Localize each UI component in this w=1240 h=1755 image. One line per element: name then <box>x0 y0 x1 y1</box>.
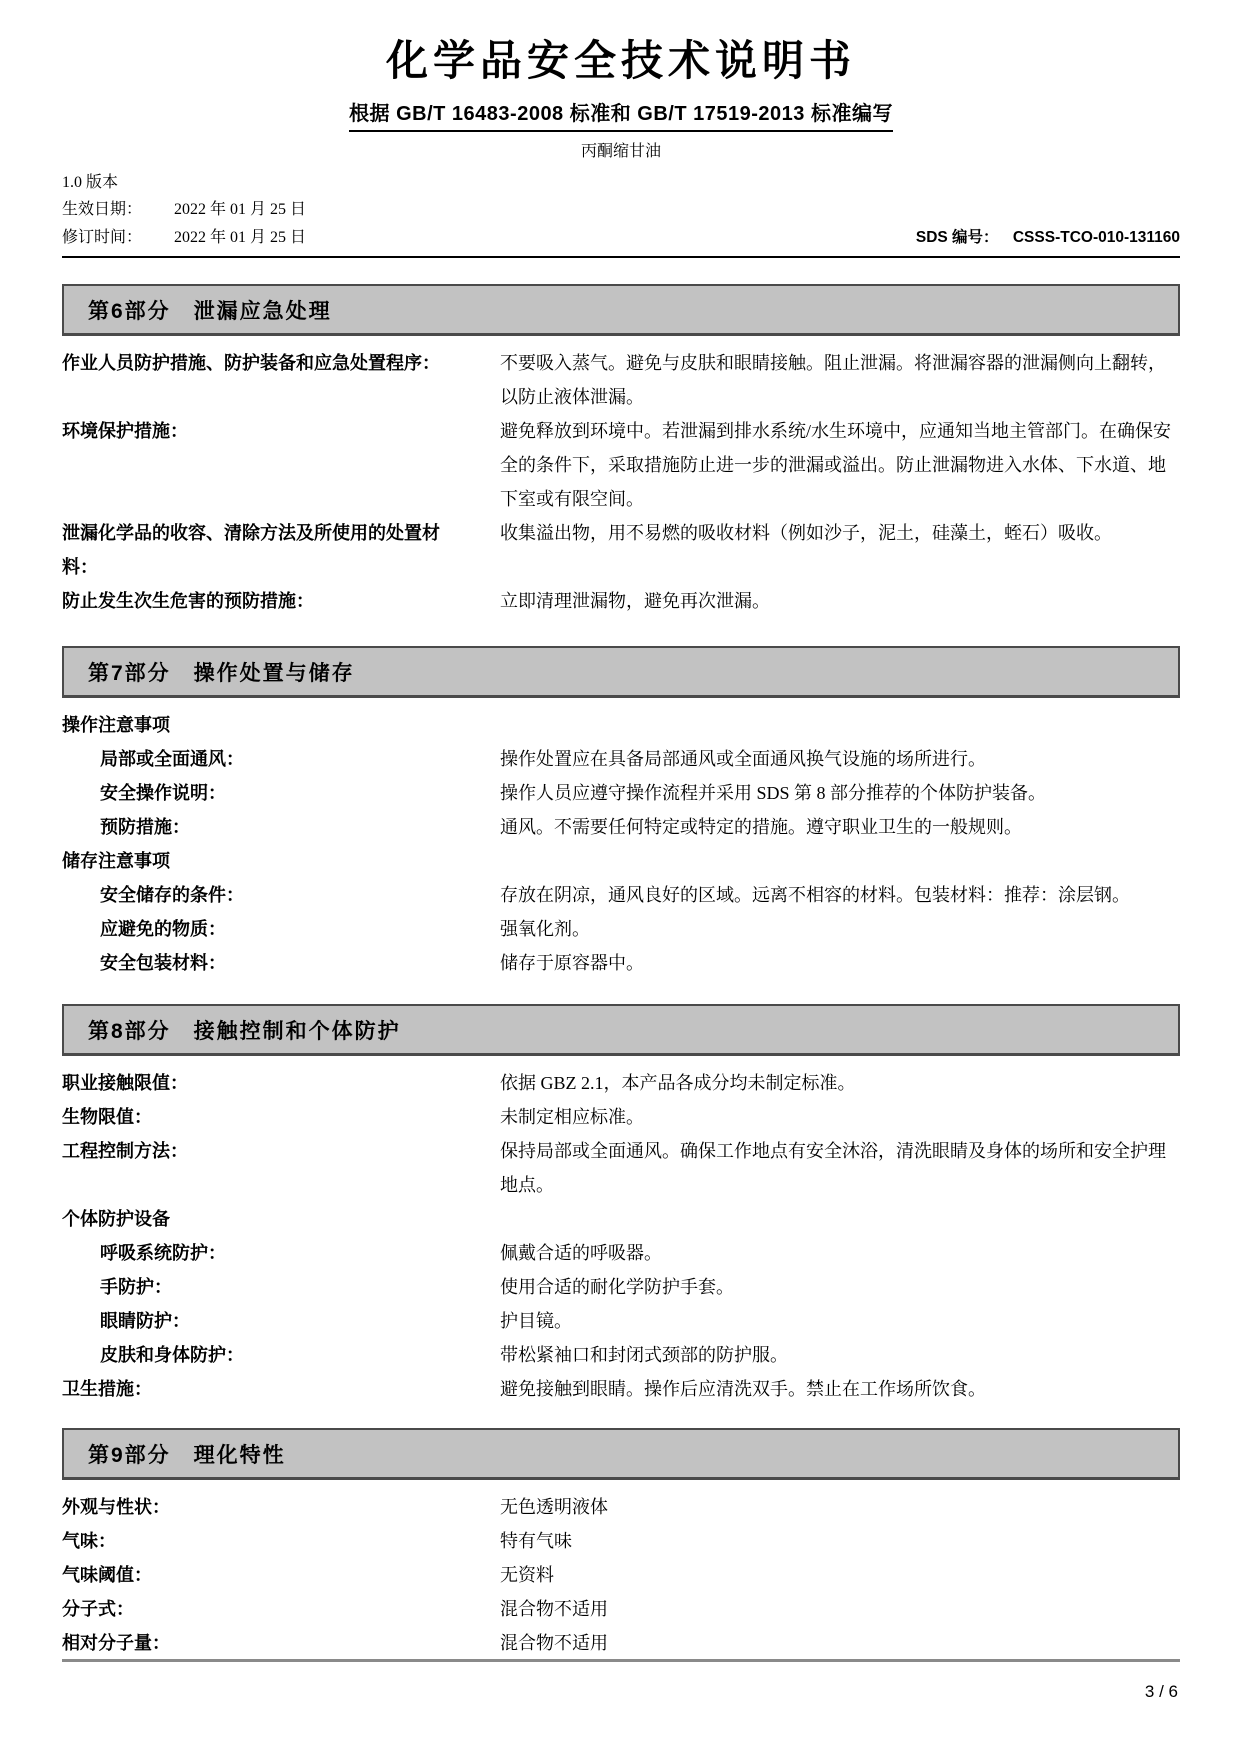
field-label: 局部或全面通风： <box>100 749 244 769</box>
field-value: 操作人员应遵守操作流程并采用 SDS 第 8 部分推荐的个体防护装备。 <box>500 783 1047 803</box>
field-row <box>62 1270 1180 1304</box>
group-heading: 操作注意事项 <box>62 715 170 735</box>
field-row <box>62 1626 1180 1660</box>
group-heading: 个体防护设备 <box>62 1209 170 1229</box>
field-value: 无色透明液体 <box>500 1497 608 1517</box>
field-row <box>62 776 1180 810</box>
field-row <box>62 1558 1180 1592</box>
field-row <box>62 1304 1180 1338</box>
field-value: 带松紧袖口和封闭式颈部的防护服。 <box>500 1345 788 1365</box>
section-6-rows <box>62 336 1180 618</box>
field-row <box>62 1134 1180 1202</box>
section-8-heading-bar: 第8部分 接触控制和个体防护 <box>62 1004 1180 1056</box>
version-label: 1.0 版本 <box>62 174 119 191</box>
field-row <box>62 742 1180 776</box>
field-value: 护目镜。 <box>500 1311 572 1331</box>
field-value: 无资料 <box>500 1565 554 1585</box>
sds-number-value: CSSS-TCO-010-131160 <box>1012 229 1180 246</box>
field-value: 不要吸入蒸气。避免与皮肤和眼睛接触。阻止泄漏。将泄漏容器的泄漏侧向上翻转，以防止液体泄漏。 <box>500 353 1166 407</box>
section-9-heading-bar: 第9部分 理化特性 <box>62 1428 1180 1480</box>
revision-date-value: 2022 年 01 月 25 日 <box>174 229 307 246</box>
field-row <box>62 1100 1180 1134</box>
section-8-exposure-control <box>62 1004 1180 1406</box>
field-label: 工程控制方法： <box>62 1141 188 1161</box>
field-label: 卫生措施： <box>62 1379 152 1399</box>
field-row <box>62 1066 1180 1100</box>
field-value: 未制定相应标准。 <box>500 1107 644 1127</box>
footer-divider <box>62 1659 1180 1662</box>
field-value: 收集溢出物，用不易燃的吸收材料（例如沙子，泥土，硅藻土，蛭石）吸收。 <box>500 523 1112 543</box>
group-heading: 储存注意事项 <box>62 851 170 871</box>
section-8-rows <box>62 1056 1180 1406</box>
section-6-leak-emergency <box>62 284 1180 618</box>
field-label: 安全包装材料： <box>100 953 226 973</box>
field-value: 强氧化剂。 <box>500 919 590 939</box>
effective-date-row <box>62 196 1180 224</box>
field-label: 安全储存的条件： <box>100 885 244 905</box>
field-value: 避免接触到眼睛。操作后应清洗双手。禁止在工作场所饮食。 <box>500 1379 986 1399</box>
section-7-rows <box>62 698 1180 980</box>
field-label: 眼睛防护： <box>100 1311 190 1331</box>
product-name: 丙酮缩甘油 <box>580 143 661 160</box>
field-row <box>62 878 1180 912</box>
field-row <box>62 1236 1180 1270</box>
header-divider <box>62 256 1180 258</box>
effective-date-value: 2022 年 01 月 25 日 <box>174 201 307 218</box>
field-value: 混合物不适用 <box>500 1599 608 1619</box>
section-9-rows <box>62 1480 1180 1660</box>
field-label: 应避免的物质： <box>100 919 226 939</box>
field-row <box>62 1338 1180 1372</box>
field-label: 防止发生次生危害的预防措施： <box>62 591 314 611</box>
field-value: 特有气味 <box>500 1531 572 1551</box>
page-number: 3 / 6 <box>1144 1682 1178 1701</box>
field-label: 气味： <box>62 1531 116 1551</box>
sds-number-label: SDS 编号： <box>915 229 999 246</box>
field-value: 保持局部或全面通风。确保工作地点有安全沐浴，清洗眼睛及身体的场所和安全护理地点。 <box>500 1141 1166 1195</box>
field-value: 依据 GBZ 2.1，本产品各成分均未制定标准。 <box>500 1073 856 1093</box>
field-row <box>62 516 1180 584</box>
field-row <box>62 1372 1180 1406</box>
revision-date-row <box>62 224 1180 252</box>
field-label: 职业接触限值： <box>62 1073 188 1093</box>
section-9-physical-chemical <box>62 1428 1180 1660</box>
field-value: 混合物不适用 <box>500 1633 608 1653</box>
field-label: 气味阈值： <box>62 1565 152 1585</box>
field-value: 佩戴合适的呼吸器。 <box>500 1243 662 1263</box>
field-row <box>62 584 1180 618</box>
standards-subtitle-text: 根据 GB/T 16483-2008 标准和 GB/T 17519-2013 标准编写 <box>349 100 893 132</box>
field-row <box>62 346 1180 414</box>
field-value: 操作处置应在具备局部通风或全面通风换气设施的场所进行。 <box>500 749 986 769</box>
field-label: 预防措施： <box>100 817 190 837</box>
field-row <box>62 1490 1180 1524</box>
field-label: 环境保护措施： <box>62 421 188 441</box>
field-label: 安全操作说明： <box>100 783 226 803</box>
field-value: 通风。不需要任何特定或特定的措施。遵守职业卫生的一般规则。 <box>500 817 1022 837</box>
field-label: 皮肤和身体防护： <box>100 1345 244 1365</box>
field-label: 手防护： <box>100 1277 172 1297</box>
sds-number <box>916 224 1180 252</box>
field-value: 避免释放到环境中。若泄漏到排水系统/水生环境中，应通知当地主管部门。在确保安全的条件下，采取措施防止进一步的泄漏或溢出。防止泄漏物进入水体、下水道、地下室或有限空间。 <box>500 421 1171 509</box>
field-label: 呼吸系统防护： <box>100 1243 226 1263</box>
field-row <box>62 1592 1180 1626</box>
field-row <box>62 912 1180 946</box>
field-value: 使用合适的耐化学防护手套。 <box>500 1277 734 1297</box>
field-label: 分子式： <box>62 1599 134 1619</box>
field-label: 泄漏化学品的收容、清除方法及所使用的处置材料： <box>62 523 440 577</box>
revision-date-label: 修订时间： <box>62 229 143 246</box>
section-7-handling-storage <box>62 646 1180 980</box>
field-value: 立即清理泄漏物，避免再次泄漏。 <box>500 591 770 611</box>
section-7-heading-bar: 第7部分 操作处置与储存 <box>62 646 1180 698</box>
section-6-heading-bar: 第6部分 泄漏应急处理 <box>62 284 1180 336</box>
field-label: 作业人员防护措施、防护装备和应急处置程序： <box>62 353 440 373</box>
field-row <box>62 810 1180 844</box>
field-value: 存放在阴凉，通风良好的区域。远离不相容的材料。包装材料：推荐：涂层钢。 <box>500 885 1130 905</box>
field-row <box>62 946 1180 980</box>
standards-subtitle <box>62 100 1180 132</box>
field-row <box>62 1524 1180 1558</box>
document-title: 化学品安全技术说明书 <box>385 39 856 85</box>
field-value: 储存于原容器中。 <box>500 953 644 973</box>
field-label: 外观与性状： <box>62 1497 170 1517</box>
field-row <box>62 414 1180 516</box>
effective-date-label: 生效日期： <box>62 201 143 218</box>
field-label: 相对分子量： <box>62 1633 170 1653</box>
field-label: 生物限值： <box>62 1107 152 1127</box>
